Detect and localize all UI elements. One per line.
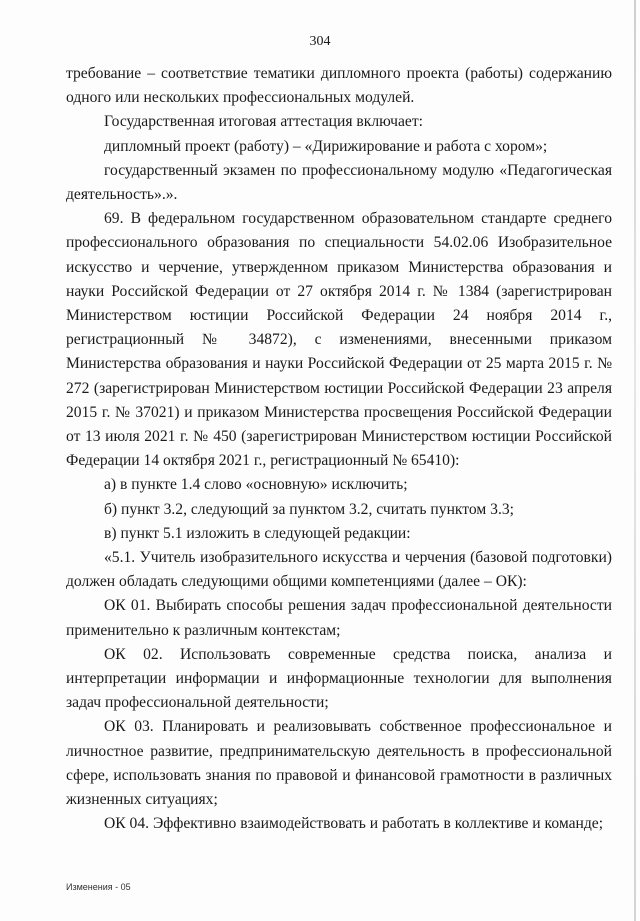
footer-note: Изменения - 05	[66, 882, 131, 892]
paragraph: «5.1. Учитель изобразительного искусства и черчения (базовой подготовки) должен обладать следующими общими компетенциями (далее – ОК):	[66, 549, 612, 591]
page-number: 304	[309, 34, 331, 49]
paragraph: б) пункт 3.2, следующий за пунктом 3.2, считать пунктом 3.3;	[104, 500, 514, 518]
paragraph: государственный экзамен по профессиональному модулю «Педагогическая деятельность».».	[66, 161, 612, 204]
paragraph: а) в пункте 1.4 слово «основную» исключить;	[104, 476, 408, 494]
paragraph: ОК 03. Планировать и реализовывать собственное профессиональное и личностное развитие, предпринимательскую деятельность в профессиональной сфере, использовать знания по правовой и финансовой грамотности в различных жизненных ситуациях;	[66, 718, 612, 809]
document-body	[66, 62, 612, 837]
paragraph: ОК 04. Эффективно взаимодействовать и работать в коллективе и команде;	[104, 815, 604, 833]
paragraph: ОК 02. Использовать современные средства поиска, анализа и интерпретации информации и информационные технологии для выполнения задач профессиональной деятельности;	[66, 645, 612, 712]
paragraph: в) пункт 5.1 изложить в следующей редакции:	[104, 524, 411, 542]
paragraph: 69. В федеральном государственном образовательном стандарте среднего профессионального образования по специальности 54.02.06 Изобразительное искусство и черчение, утвержденном приказом Министерства образования и науки Российской Федерации от 27 октября 2014 г. № 1384 (зарегистрирован Министерством юстиции Российской Федерации 24 ноября 2014 г., регистрационный № 34872), с изменениями, внесенными приказом Министерства образования и науки Российской Федерации от 25 марта 2015 г. № 272 (зарегистрирован Министерством юстиции Российской Федерации 23 апреля 2015 г. № 37021) и приказом Министерства просвещения Российской Федерации от 13 июля 2021 г. № 450 (зарегистрирован Министерством юстиции Российской Федерации 14 октября 2021 г., регистрационный № 65410):	[66, 210, 612, 470]
paragraph: Государственная итоговая аттестация включает:	[104, 113, 424, 131]
scan-edge-shadow	[634, 0, 636, 921]
paragraph: ОК 01. Выбирать способы решения задач профессиональной деятельности применительно к различным контекстам;	[66, 597, 612, 639]
paragraph: требование – соответствие тематики дипломного проекта (работы) содержанию одного или нескольких профессиональных модулей.	[66, 65, 612, 107]
paragraph: дипломный проект (работу) – «Дирижирование и работа с хором»;	[104, 137, 548, 155]
